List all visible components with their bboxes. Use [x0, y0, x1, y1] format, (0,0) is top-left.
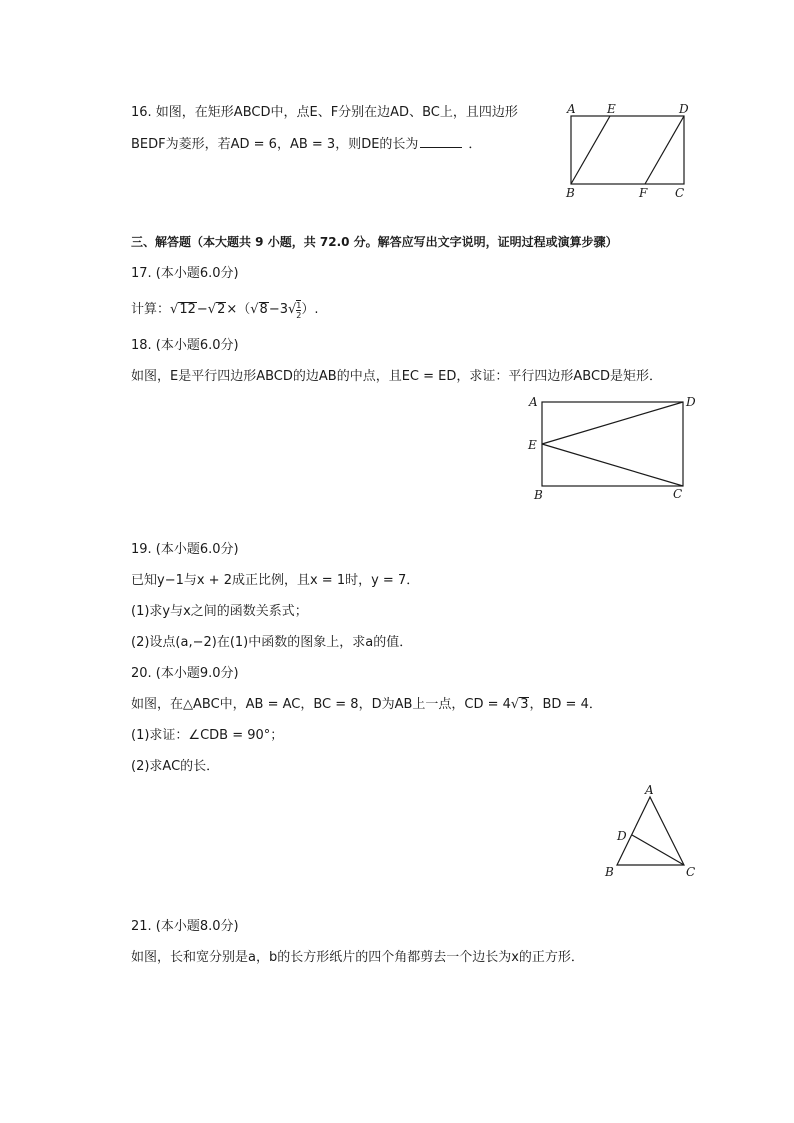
q19-header: 19. (本小题6.0分): [131, 542, 239, 557]
q20-part2: (2)求AC的长．: [131, 759, 220, 774]
answer-blank[interactable]: [420, 135, 462, 148]
segment-df: [645, 116, 684, 184]
label-b: B: [534, 488, 543, 502]
q21-header: 21. (本小题8.0分): [131, 919, 239, 934]
q17-header: 17. (本小题6.0分): [131, 266, 239, 281]
q20-part1: (1)求证：∠CDB = 90°；: [131, 728, 284, 743]
label-d: D: [679, 102, 689, 116]
label-c: C: [686, 865, 696, 879]
rect-abcd: [542, 402, 683, 486]
q18-text: 如图，E是平行四边形ABCD的边AB的中点，且EC = ED，求证：平行四边形ABCD是矩形．: [131, 369, 663, 384]
label-c: C: [673, 487, 683, 501]
label-a: A: [529, 395, 538, 409]
q16-line1: 16. 如图，在矩形ABCD中，点E、F分别在边AD、BC上，且四边形: [131, 105, 518, 120]
rect-abcd: [571, 116, 684, 184]
label-d: D: [686, 395, 696, 409]
segment-ed: [542, 402, 683, 444]
q18-header: 18. (本小题6.0分): [131, 338, 239, 353]
q20-text: 如图，在△ABC中，AB = AC，BC = 8，D为AB上一点，CD = 4√3，BD = 4．: [131, 697, 602, 712]
label-f: F: [639, 186, 648, 200]
label-e: E: [607, 102, 616, 116]
segment-eb: [571, 116, 610, 184]
label-a: A: [567, 102, 576, 116]
segment-ec: [542, 444, 683, 486]
q20-header: 20. (本小题9.0分): [131, 666, 239, 681]
label-c: C: [675, 186, 685, 200]
q20-triangle-figure: [600, 782, 704, 882]
section-three-title: 三、解答题（本大题共 9 小题，共 72.0 分。解答应写出文字说明，证明过程或演算步骤）: [131, 235, 618, 249]
label-b: B: [566, 186, 575, 200]
q21-text: 如图，长和宽分别是a，b的长方形纸片的四个角都剪去一个边长为x的正方形．: [131, 950, 584, 965]
q16-line2: BEDF为菱形，若AD = 6，AB = 3，则DE的长为 ．: [131, 137, 482, 152]
q16-rectangle-figure: [562, 102, 702, 202]
q18-parallelogram-figure: [524, 392, 704, 504]
q19-part2: (2)设点(a,−2)在(1)中函数的图象上，求a的值．: [131, 635, 413, 650]
q17-expression: 计算：√12−√2×（√8−3√ $\frac{1}{2}$ ）.: [131, 300, 319, 320]
label-b: B: [605, 865, 614, 879]
label-d: D: [617, 829, 627, 843]
label-e: E: [528, 438, 537, 452]
label-a: A: [645, 783, 654, 797]
triangle-abc: [617, 797, 684, 865]
q19-text: 已知y−1与x + 2成正比例，且x = 1时，y = 7．: [131, 573, 420, 588]
q19-part1: (1)求y与x之间的函数关系式；: [131, 604, 308, 619]
